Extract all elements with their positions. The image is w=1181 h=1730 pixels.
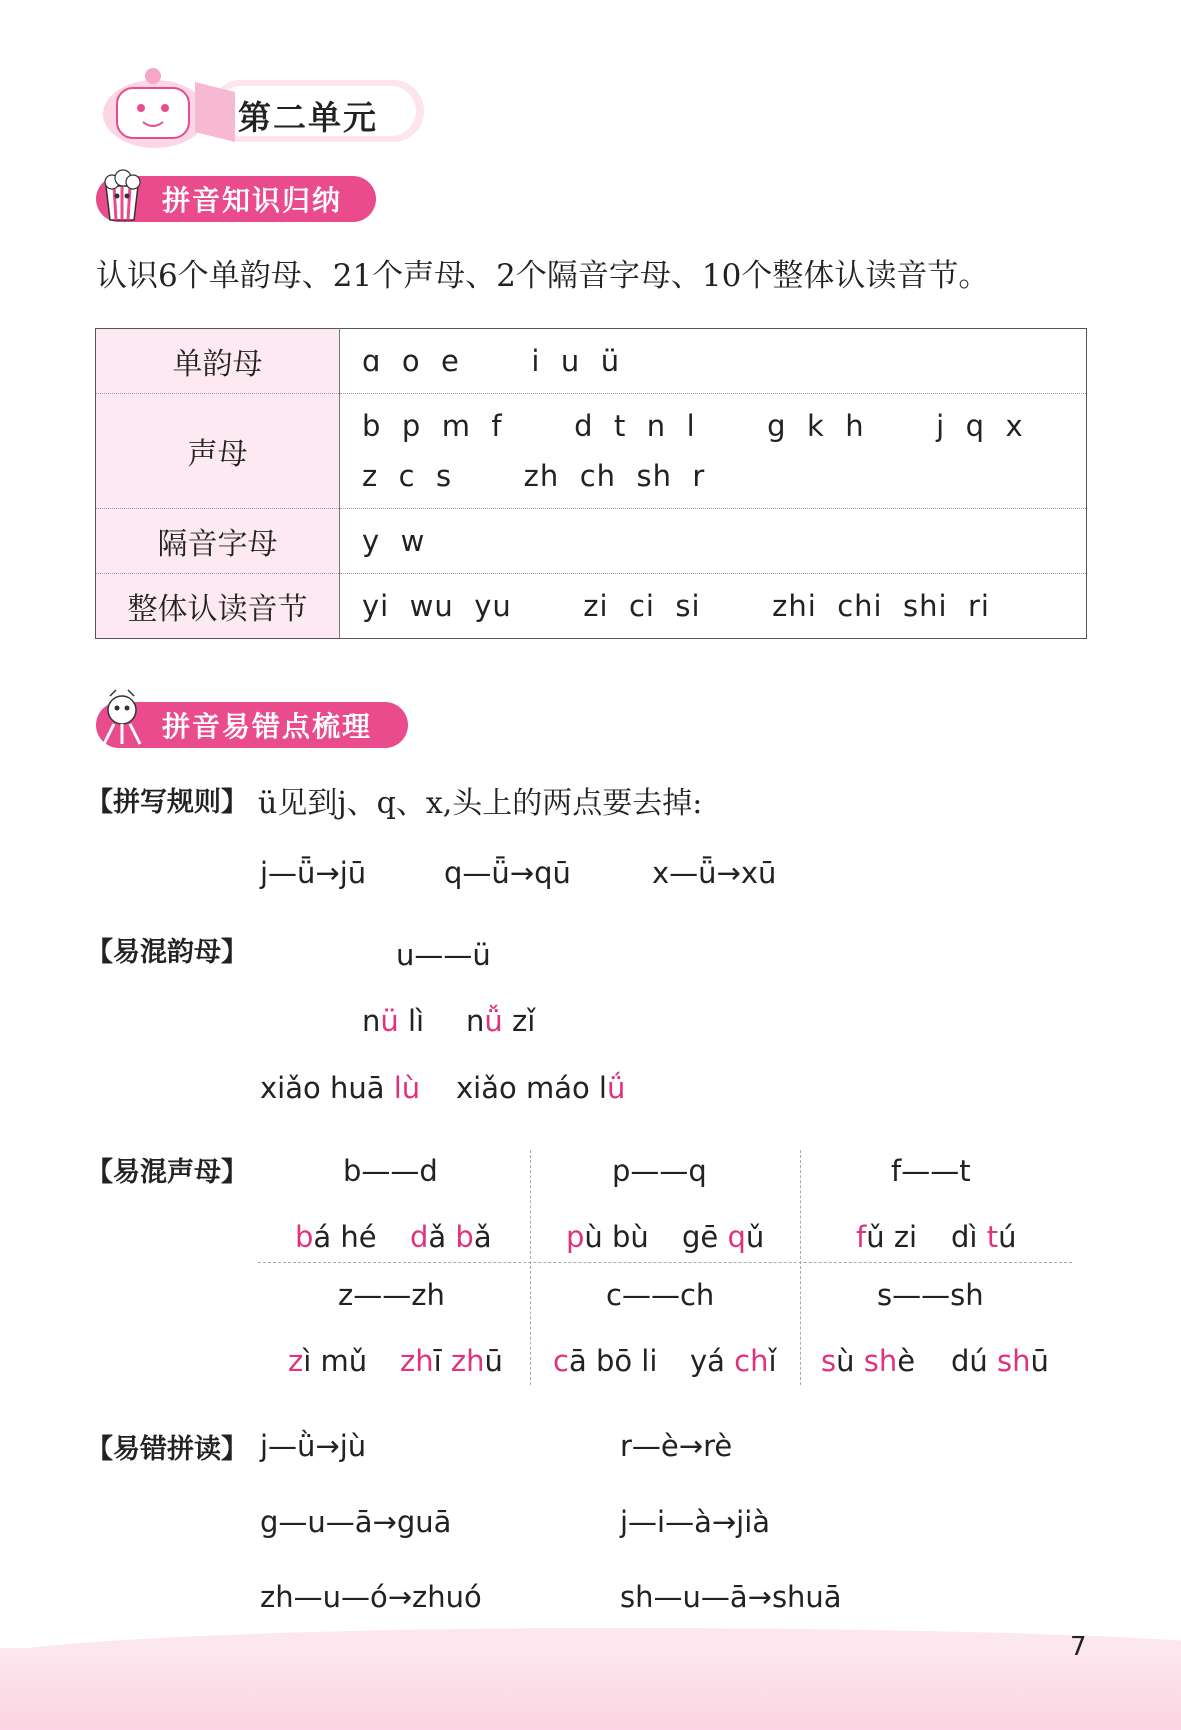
plain-text: á hé [313,1220,377,1254]
initials-pair: z——zh [338,1278,445,1312]
highlight-text: ǚ [484,1004,503,1038]
plain-text: ǎ [428,1220,456,1254]
plain-text: ī [433,1344,451,1378]
initials-word [410,1220,492,1254]
spelling-label: 【易错拼读】 [86,1434,248,1465]
finals-word [260,1071,420,1105]
plain-text: ǐ [768,1344,777,1378]
rule-example: x—ǖ→xū [652,856,777,890]
grid-divider [800,1150,801,1385]
initials-word [295,1220,377,1254]
initials-pair: p——q [612,1154,707,1188]
initials-word [856,1220,917,1254]
section-title: 拼音易错点梳理 [162,710,373,743]
plain-text: ū [1030,1344,1049,1378]
row-value-line: yi wu yu zi ci si zhi chi shi ri [362,589,990,623]
plain-text: gē [682,1220,728,1254]
pencil-mascot-icon [92,688,152,748]
row-value [340,329,1087,394]
initials-pair: b——d [343,1154,438,1188]
row-value [340,574,1087,639]
plain-text: ǔ [745,1220,765,1254]
table-row [96,329,1087,394]
spelling-item: j—ǜ→jù [260,1429,367,1463]
unit-title: 第二单元 [238,98,378,137]
grid-divider [530,1150,531,1385]
highlight-text: s [821,1344,837,1378]
initials-word [690,1344,777,1378]
row-label: 整体认读音节 [96,574,340,639]
row-value-line: z c s zh ch sh r [362,459,706,493]
row-value-line: ɑ o e i u ü [362,344,621,378]
plain-text: lì [398,1004,425,1038]
finals-label: 【易混韵母】 [86,937,248,968]
spelling-item: sh—u—ā→shuā [620,1580,842,1614]
plain-text: ū [484,1344,503,1378]
finals-pair: u——ü [396,938,491,972]
intro-text: 认识6个单韵母、21个声母、2个隔音字母、10个整体认读音节。 [96,258,990,294]
spelling-item: g—u—ā→guā [260,1505,452,1539]
plain-text: ú [998,1220,1017,1254]
finals-word [456,1071,625,1105]
plain-text: xiǎo huā [260,1071,394,1105]
highlight-text: d [410,1220,429,1254]
highlight-text: zh [450,1344,485,1378]
initials-word [400,1344,503,1378]
rule-example: j—ǖ→jū [260,856,367,890]
initials-word [566,1220,649,1254]
initials-pair: f——t [891,1154,971,1188]
plain-text: xiǎo máo l [456,1071,607,1105]
rule-label: 【拼写规则】 [86,787,248,818]
section-title: 拼音知识归纳 [162,184,343,217]
highlight-text: sh [997,1344,1031,1378]
table-row [96,394,1087,509]
highlight-text: b [455,1220,474,1254]
plain-text: dì [951,1220,987,1254]
pinyin-summary-table [95,328,1087,639]
highlight-text: ü [380,1004,399,1038]
page-number: 7 [1070,1632,1087,1662]
grid-divider [258,1262,1072,1263]
finals-word [466,1004,535,1038]
row-label: 单韵母 [96,329,340,394]
rule-example: q—ǖ→qū [444,856,571,890]
initials-word [951,1220,1016,1254]
highlight-text: sh [863,1344,898,1378]
rule-text: ü见到j、q、x,头上的两点要去掉: [258,786,703,821]
initials-word [951,1344,1049,1378]
plain-text: ù bù [584,1220,649,1254]
highlight-text: p [566,1220,585,1254]
spelling-item: r—è→rè [620,1429,733,1463]
row-value-line: b p m f d t n l g k h j q x [362,409,1024,443]
highlight-text: ch [734,1344,769,1378]
popcorn-mascot-icon [92,164,152,224]
plain-text: dú [951,1344,998,1378]
highlight-text: ǘ [607,1071,626,1105]
finals-word [362,1004,424,1038]
row-value-line: y w [362,524,426,558]
row-label: 隔音字母 [96,509,340,574]
highlight-text: b [295,1220,314,1254]
row-value [340,394,1087,509]
highlight-text: f [856,1220,867,1254]
plain-text: n [362,1004,381,1038]
row-label: 声母 [96,394,340,509]
initials-label: 【易混声母】 [86,1157,248,1188]
initials-word [821,1344,915,1378]
highlight-text: q [727,1220,746,1254]
footer-band [0,1648,1181,1730]
highlight-text: z [288,1344,304,1378]
plain-text: yá [690,1344,735,1378]
plain-text: ǔ zi [866,1220,918,1254]
table-row [96,574,1087,639]
initials-word [553,1344,657,1378]
plain-text: ì mǔ [303,1344,368,1378]
plain-text: zǐ [502,1004,536,1038]
initials-word [682,1220,764,1254]
spelling-item: j—i—à→jià [620,1505,771,1539]
highlight-text: t [986,1220,999,1254]
plain-text: è [897,1344,916,1378]
spelling-item: zh—u—ó→zhuó [260,1580,482,1614]
plain-text: n [466,1004,485,1038]
plain-text: ù [836,1344,864,1378]
mascot-icon [95,52,245,152]
highlight-text: zh [400,1344,434,1378]
row-value [340,509,1087,574]
plain-text: ā bō li [568,1344,658,1378]
initials-pair: s——sh [877,1278,984,1312]
plain-text: ǎ [473,1220,492,1254]
highlight-text: lù [393,1071,421,1105]
highlight-text: c [553,1344,569,1378]
table-row [96,509,1087,574]
initials-word [288,1344,367,1378]
initials-pair: c——ch [606,1278,715,1312]
